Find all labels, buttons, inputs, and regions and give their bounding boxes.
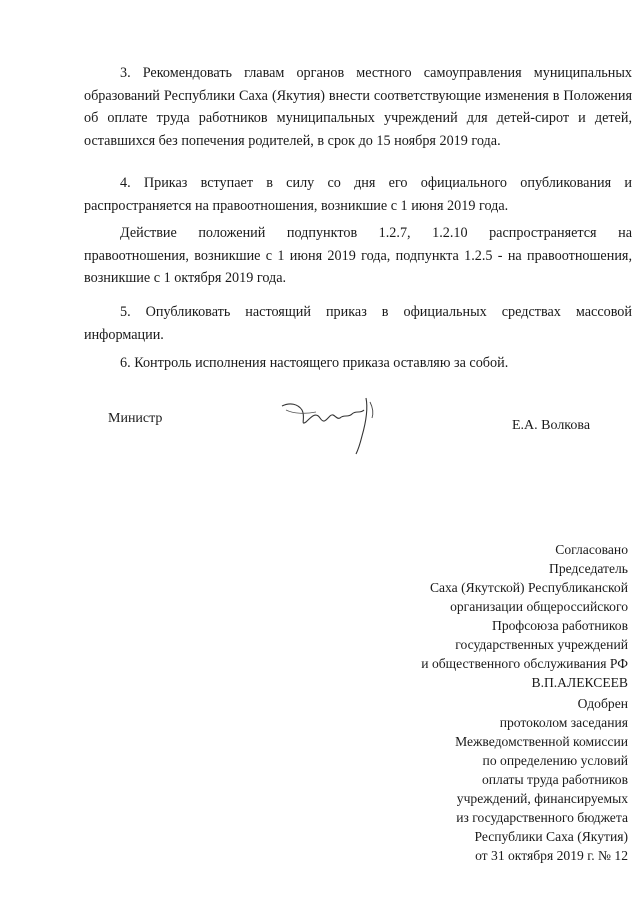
approval-line: Председатель — [549, 561, 628, 576]
approval-line: Согласовано — [555, 542, 628, 557]
approval-line: и общественного обслуживания РФ — [421, 656, 628, 671]
endorsement-line: по определению условий — [482, 753, 628, 768]
approval-line: организации общероссийского — [450, 599, 628, 614]
paragraph-item-3: 3. Рекомендовать главам органов местного самоуправления муниципальных образований Республики Саха (Якутия) внести соответствующие изменения в Положения об оплате труда работников муниципальных учреждений для детей-сирот и детей, оставшихся без попечения родителей, в срок до 15 ноября 2019 года. — [84, 65, 632, 149]
paragraph-item-6: 6. Контроль исполнения настоящего приказа оставляю за собой. — [120, 355, 509, 371]
endorsement-line: протоколом заседания — [499, 715, 628, 730]
endorsement-block — [455, 694, 628, 865]
approval-line: государственных учреждений — [455, 637, 628, 652]
approval-line: В.П.АЛЕКСЕЕВ — [531, 675, 628, 690]
paragraph-item-5: 5. Опубликовать настоящий приказ в официальных средствах массовой информации. — [84, 304, 632, 343]
endorsement-line: от 31 октября 2019 г. № 12 — [475, 848, 628, 863]
paragraph-effect: Действие положений подпунктов 1.2.7, 1.2.10 распространяется на правоотношения, возникшие с 1 июня 2019 года, подпункта 1.2.5 - на правоотношения, возникшие с 1 октября 2019 года. — [84, 225, 632, 286]
approval-block — [421, 540, 628, 692]
endorsement-line: оплаты труда работников — [481, 772, 628, 787]
endorsement-line: Республики Саха (Якутия) — [474, 829, 628, 844]
handwritten-signature — [276, 392, 386, 456]
endorsement-line: Межведомственной комиссии — [455, 734, 628, 749]
signatory-role: Министр — [108, 411, 163, 426]
approval-line: Саха (Якутской) Республиканской — [429, 580, 628, 595]
endorsement-line: из государственного бюджета — [456, 810, 628, 825]
approval-line: Профсоюза работников — [492, 618, 628, 633]
endorsement-line: Одобрен — [577, 696, 628, 711]
signatory-name: Е.А. Волкова — [512, 418, 591, 433]
paragraph-item-4: 4. Приказ вступает в силу со дня его официального опубликования и распространяется на правоотношения, возникшие с 1 июня 2019 года. — [84, 175, 632, 214]
endorsement-line: учреждений, финансируемых — [456, 791, 628, 806]
